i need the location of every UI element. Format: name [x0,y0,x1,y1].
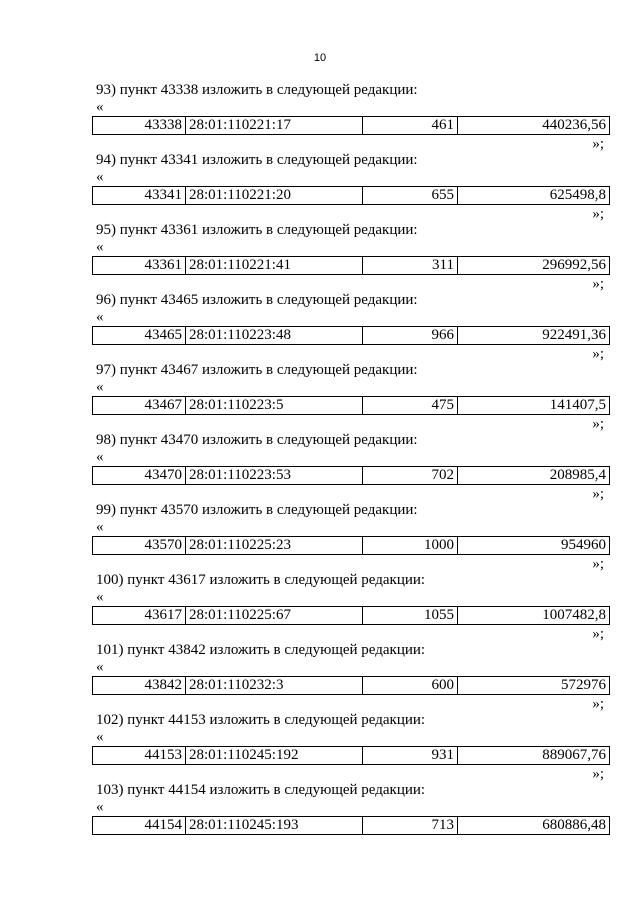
cadastral-number-cell: 28:01:110245:192 [186,747,363,765]
cadastral-number-cell: 28:01:110245:193 [186,817,363,835]
opening-quote: « [96,799,104,815]
amendment-heading: 103) пункт 44154 изложить в следующей редакции: [96,782,426,798]
item-number-cell: 43570 [93,537,186,555]
item-number-cell: 44153 [93,747,186,765]
table-row [93,537,610,555]
area-cell: 311 [363,257,458,275]
closing-quote: »; [592,276,604,292]
table-row [93,677,610,695]
amendment-table [92,746,610,765]
cadastral-number-cell: 28:01:110223:53 [186,467,363,485]
amendment-heading: 98) пункт 43470 изложить в следующей редакции: [96,432,418,448]
item-number-cell: 43617 [93,607,186,625]
item-number-cell: 43470 [93,467,186,485]
cost-cell: 141407,5 [458,397,610,415]
opening-quote: « [96,519,104,535]
closing-quote: »; [592,206,604,222]
closing-quote: »; [592,136,604,152]
item-number-cell: 43361 [93,257,186,275]
area-cell: 702 [363,467,458,485]
item-number-cell: 43467 [93,397,186,415]
amendment-heading: 93) пункт 43338 изложить в следующей редакции: [96,82,418,98]
amendment-table [92,186,610,205]
area-cell: 713 [363,817,458,835]
amendment-table [92,116,610,135]
area-cell: 1055 [363,607,458,625]
amendment-table [92,466,610,485]
amendment-item [0,500,640,570]
amendment-heading: 94) пункт 43341 изложить в следующей редакции: [96,152,418,168]
amendment-list [0,80,640,850]
opening-quote: « [96,99,104,115]
amendment-table [92,256,610,275]
amendment-heading: 97) пункт 43467 изложить в следующей редакции: [96,362,418,378]
area-cell: 655 [363,187,458,205]
cost-cell: 296992,56 [458,257,610,275]
amendment-heading: 99) пункт 43570 изложить в следующей редакции: [96,502,418,518]
opening-quote: « [96,239,104,255]
cadastral-number-cell: 28:01:110221:41 [186,257,363,275]
amendment-item [0,360,640,430]
page-number: 10 [313,52,327,64]
opening-quote: « [96,309,104,325]
cadastral-number-cell: 28:01:110223:48 [186,327,363,345]
closing-quote: »; [592,696,604,712]
cost-cell: 954960 [458,537,610,555]
area-cell: 475 [363,397,458,415]
amendment-heading: 102) пункт 44153 изложить в следующей редакции: [96,712,426,728]
table-row [93,187,610,205]
table-row [93,257,610,275]
amendment-table [92,606,610,625]
cadastral-number-cell: 28:01:110225:67 [186,607,363,625]
cost-cell: 1007482,8 [458,607,610,625]
cadastral-number-cell: 28:01:110221:17 [186,117,363,135]
table-row [93,117,610,135]
area-cell: 966 [363,327,458,345]
cost-cell: 889067,76 [458,747,610,765]
area-cell: 461 [363,117,458,135]
amendment-item [0,80,640,150]
amendment-heading: 96) пункт 43465 изложить в следующей редакции: [96,292,418,308]
table-row [93,397,610,415]
closing-quote: »; [592,416,604,432]
table-row [93,747,610,765]
item-number-cell: 43341 [93,187,186,205]
opening-quote: « [96,589,104,605]
opening-quote: « [96,379,104,395]
item-number-cell: 43842 [93,677,186,695]
area-cell: 931 [363,747,458,765]
amendment-item [0,150,640,220]
item-number-cell: 43338 [93,117,186,135]
item-number-cell: 43465 [93,327,186,345]
amendment-heading: 100) пункт 43617 изложить в следующей редакции: [96,572,426,588]
table-row [93,817,610,835]
amendment-item [0,220,640,290]
cost-cell: 208985,4 [458,467,610,485]
amendment-item [0,430,640,500]
amendment-heading: 95) пункт 43361 изложить в следующей редакции: [96,222,418,238]
amendment-item [0,710,640,780]
amendment-table [92,326,610,345]
cadastral-number-cell: 28:01:110221:20 [186,187,363,205]
cost-cell: 572976 [458,677,610,695]
amendment-table [92,536,610,555]
closing-quote: »; [592,626,604,642]
closing-quote: »; [592,556,604,572]
table-row [93,467,610,485]
amendment-item [0,780,640,850]
opening-quote: « [96,449,104,465]
closing-quote: »; [592,486,604,502]
closing-quote: »; [592,766,604,782]
opening-quote: « [96,169,104,185]
cost-cell: 440236,56 [458,117,610,135]
cadastral-number-cell: 28:01:110223:5 [186,397,363,415]
area-cell: 1000 [363,537,458,555]
table-row [93,607,610,625]
area-cell: 600 [363,677,458,695]
amendment-item [0,570,640,640]
table-row [93,327,610,345]
cost-cell: 625498,8 [458,187,610,205]
amendment-table [92,396,610,415]
opening-quote: « [96,729,104,745]
amendment-item [0,290,640,360]
amendment-item [0,640,640,710]
amendment-table [92,816,610,835]
cadastral-number-cell: 28:01:110225:23 [186,537,363,555]
closing-quote: »; [592,346,604,362]
amendment-heading: 101) пункт 43842 изложить в следующей редакции: [96,642,426,658]
item-number-cell: 44154 [93,817,186,835]
cost-cell: 680886,48 [458,817,610,835]
cadastral-number-cell: 28:01:110232:3 [186,677,363,695]
opening-quote: « [96,659,104,675]
amendment-table [92,676,610,695]
cost-cell: 922491,36 [458,327,610,345]
